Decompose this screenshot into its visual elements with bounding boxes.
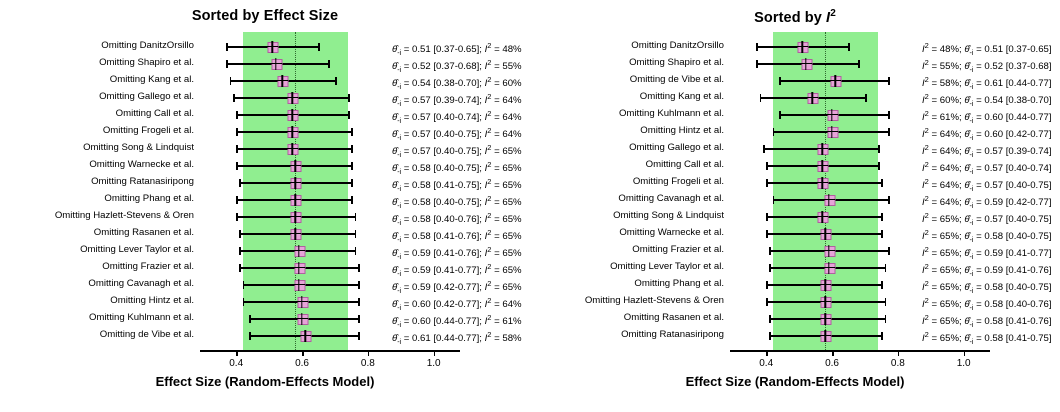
ci-lower-cap [760,94,762,102]
ci-lower-cap [769,332,771,340]
x-axis-tick [964,350,966,356]
panel-title-left: Sorted by Effect Size [191,8,339,24]
ci-upper-cap [888,247,890,255]
study-label: Omitting Frazier et al. [632,244,724,255]
row-annotation: $\thetâ_{-i} = 0.58$ [0.40-0.75]; $I^2 = 65\%$ [392,194,522,211]
ci-upper-cap [881,230,883,238]
x-axis-tick [368,350,370,356]
study-label: Omitting Gallego et al. [99,91,194,102]
ci-lower-cap [249,315,251,323]
row-annotation: $\thetâ_{-i} = 0.58$ [0.40-0.76]; $I^2 = 65\%$ [392,211,522,228]
ci-lower-cap [236,162,238,170]
row-annotation: $\thetâ_{-i} = 0.60$ [0.42-0.77]; $I^2 = 64\%$ [392,296,522,313]
ci-upper-cap [888,128,890,136]
effect-size-point [288,144,299,155]
point-marker-horizontal [286,97,298,98]
study-label: Omitting DanitzOrsillo [631,40,724,51]
ci-upper-cap [355,213,357,221]
study-label: Omitting Frazier et al. [102,261,194,272]
x-axis-right [730,350,990,352]
study-label: Omitting Warnecke et al. [619,227,724,238]
x-axis-tick [434,350,436,356]
ci-lower-cap [226,43,228,51]
ci-lower-cap [766,281,768,289]
ci-lower-cap [756,60,758,68]
point-marker-horizontal [276,80,288,81]
row-annotation: $I^2 = 64\%$; $\thetâ_{-i} = 0.57$ [0.40-0.75] [922,177,1052,194]
effect-size-point [291,212,302,223]
x-axis-tick [766,350,768,356]
ci-upper-cap [881,213,883,221]
effect-size-point [828,110,839,121]
ci-upper-cap [355,230,357,238]
row-annotation: $I^2 = 64\%$; $\thetâ_{-i} = 0.59$ [0.42-0.77] [922,194,1052,211]
x-axis-label-right: Effect Size (Random-Effects Model) [685,374,905,389]
x-axis-left [200,350,460,352]
point-marker-horizontal [823,267,835,268]
x-axis-tick-label: 0.4 [229,358,244,369]
study-label: Omitting Ratanasiripong [91,176,194,187]
study-label: Omitting Kang et al. [639,91,724,102]
row-annotation: $\thetâ_{-i} = 0.60$ [0.44-0.77]; $I^2 = 61\%$ [392,313,522,330]
effect-size-point [291,195,302,206]
point-marker-horizontal [819,284,831,285]
row-annotation: $\thetâ_{-i} = 0.57$ [0.39-0.74]; $I^2 = 64\%$ [392,92,522,109]
panel-sorted-by-i2 [530,0,1060,412]
ci-upper-cap [351,162,353,170]
effect-size-point [821,280,832,291]
ci-upper-cap [878,145,880,153]
effect-size-point [268,42,279,53]
study-label: Omitting Call et al. [645,159,724,170]
study-label: Omitting Frogeli et al. [632,176,724,187]
x-axis-tick-label: 1.0 [956,358,971,369]
x-axis-tick [832,350,834,356]
effect-size-point [821,229,832,240]
point-marker-horizontal [816,182,828,183]
ci-lower-cap [239,247,241,255]
study-label: Omitting Gallego et al. [629,142,724,153]
ci-lower-cap [249,332,251,340]
row-annotation: $I^2 = 64\%$; $\thetâ_{-i} = 0.60$ [0.42-0.77] [922,126,1052,143]
x-axis-tick-label: 0.6 [295,358,309,369]
study-label: Omitting DanitzOrsillo [101,40,194,51]
point-marker-horizontal [829,80,841,81]
effect-size-point [288,110,299,121]
study-label: Omitting Song & Lindquist [613,210,724,221]
effect-size-point [824,195,835,206]
row-annotation: $I^2 = 60\%$; $\thetâ_{-i} = 0.54$ [0.38-0.70] [922,92,1052,109]
study-label: Omitting Hintz et al. [640,125,724,136]
point-marker-horizontal [293,284,305,285]
row-annotation: $I^2 = 65\%$; $\thetâ_{-i} = 0.58$ [0.41-0.75] [922,330,1052,347]
ci-upper-cap [881,179,883,187]
row-annotation: $I^2 = 65\%$; $\thetâ_{-i} = 0.57$ [0.40-0.75] [922,211,1052,228]
ci-lower-cap [773,196,775,204]
point-marker-horizontal [289,233,301,234]
ci-upper-cap [881,332,883,340]
point-marker-horizontal [823,250,835,251]
effect-size-point [821,297,832,308]
study-label: Omitting Kuhlmann et al. [88,312,194,323]
effect-size-point [271,59,282,70]
ci-upper-cap [858,60,860,68]
study-label: Omitting Phang et al. [104,193,194,204]
row-annotation: $I^2 = 65\%$; $\thetâ_{-i} = 0.59$ [0.41-0.76] [922,262,1052,279]
point-marker-horizontal [800,63,812,64]
point-marker-horizontal [296,318,308,319]
row-annotation: $\thetâ_{-i} = 0.57$ [0.40-0.75]; $I^2 = 64\%$ [392,126,522,143]
ci-lower-cap [236,128,238,136]
effect-size-point [821,331,832,342]
effect-size-point [818,178,829,189]
effect-size-point [818,161,829,172]
effect-size-point [818,144,829,155]
row-annotation: $\thetâ_{-i} = 0.54$ [0.38-0.70]; $I^2 = 60\%$ [392,75,522,92]
ci-upper-cap [888,111,890,119]
point-marker-horizontal [823,199,835,200]
ci-upper-cap [351,128,353,136]
study-label: Omitting Call et al. [115,108,194,119]
study-label: Omitting Lever Taylor et al. [610,261,724,272]
ci-lower-cap [769,247,771,255]
effect-size-point [288,127,299,138]
study-label: Omitting Warnecke et al. [89,159,194,170]
effect-size-point [291,178,302,189]
x-axis-label-left: Effect Size (Random-Effects Model) [155,374,375,389]
row-annotation: $\thetâ_{-i} = 0.58$ [0.41-0.76]; $I^2 = 65\%$ [392,228,522,245]
ci-lower-cap [773,128,775,136]
study-label: Omitting Phang et al. [634,278,724,289]
point-marker-horizontal [299,335,311,336]
effect-size-point [291,229,302,240]
ci-lower-cap [766,298,768,306]
row-annotation: $\thetâ_{-i} = 0.59$ [0.42-0.77]; $I^2 = 65\%$ [392,279,522,296]
ci-lower-cap [243,298,245,306]
point-marker-horizontal [286,131,298,132]
x-axis-tick-label: 1.0 [426,358,441,369]
ci-upper-cap [355,247,357,255]
point-marker-horizontal [270,63,282,64]
study-label: Omitting de Vibe et al. [629,74,724,85]
ci-upper-cap [888,77,890,85]
ci-upper-cap [881,281,883,289]
effect-size-point [831,76,842,87]
point-marker-horizontal [796,46,808,47]
ci-upper-cap [351,179,353,187]
point-marker-horizontal [806,97,818,98]
row-annotation: $I^2 = 65\%$; $\thetâ_{-i} = 0.58$ [0.41-0.76] [922,313,1052,330]
study-label: Omitting Hazlett-Stevens & Oren [584,295,724,306]
effect-size-point [824,246,835,257]
point-marker-horizontal [289,182,301,183]
study-label: Omitting Rasanen et al. [93,227,194,238]
effect-size-point [818,212,829,223]
ci-upper-cap [358,332,360,340]
x-axis-tick [302,350,304,356]
ci-lower-cap [769,264,771,272]
ci-lower-cap [766,162,768,170]
effect-size-point [301,331,312,342]
effect-size-point [798,42,809,53]
row-annotation: $\thetâ_{-i} = 0.57$ [0.40-0.74]; $I^2 = 64\%$ [392,109,522,126]
study-label: Omitting Kuhlmann et al. [618,108,724,119]
point-marker-horizontal [819,301,831,302]
ci-upper-cap [351,145,353,153]
x-axis-tick-label: 0.4 [759,358,774,369]
point-marker-horizontal [826,114,838,115]
point-marker-horizontal [289,165,301,166]
study-label: Omitting Song & Lindquist [83,142,194,153]
effect-size-point [828,127,839,138]
ci-lower-cap [236,213,238,221]
effect-size-point [294,263,305,274]
ci-lower-cap [779,77,781,85]
study-label: Omitting Cavanagh et al. [88,278,194,289]
ci-lower-cap [239,179,241,187]
ci-upper-cap [348,94,350,102]
row-annotation: $I^2 = 65\%$; $\thetâ_{-i} = 0.59$ [0.41-0.77] [922,245,1052,262]
study-label: Omitting Cavanagh et al. [618,193,724,204]
study-label: Omitting Frogeli et al. [102,125,194,136]
point-marker-horizontal [289,199,301,200]
ci-lower-cap [239,264,241,272]
effect-size-point [298,297,309,308]
study-label: Omitting Hazlett-Stevens & Oren [54,210,194,221]
row-annotation: $\thetâ_{-i} = 0.59$ [0.41-0.76]; $I^2 = 65\%$ [392,245,522,262]
ci-lower-cap [226,60,228,68]
study-label: Omitting Shapiro et al. [629,57,724,68]
row-annotation: $\thetâ_{-i} = 0.51$ [0.37-0.65]; $I^2 = 48\%$ [392,41,522,58]
row-annotation: $\thetâ_{-i} = 0.57$ [0.40-0.75]; $I^2 = 65\%$ [392,143,522,160]
row-annotation: $\thetâ_{-i} = 0.52$ [0.37-0.68]; $I^2 = 55\%$ [392,58,522,75]
x-axis-tick-label: 0.6 [825,358,839,369]
point-marker-horizontal [819,233,831,234]
effect-size-point [288,93,299,104]
ci-upper-cap [885,264,887,272]
ci-lower-cap [769,315,771,323]
point-marker-horizontal [816,216,828,217]
effect-size-point [808,93,819,104]
ci-lower-cap [766,213,768,221]
ci-upper-cap [358,264,360,272]
x-axis-tick [898,350,900,356]
study-label: Omitting Rasanen et al. [623,312,724,323]
row-annotation: $\thetâ_{-i} = 0.59$ [0.41-0.77]; $I^2 = 65\%$ [392,262,522,279]
point-marker-horizontal [816,165,828,166]
point-marker-horizontal [289,216,301,217]
ci-lower-cap [766,179,768,187]
ci-lower-cap [239,230,241,238]
ci-lower-cap [766,230,768,238]
study-label: Omitting Lever Taylor et al. [80,244,194,255]
point-marker-horizontal [286,114,298,115]
ci-upper-cap [318,43,320,51]
ci-upper-cap [358,315,360,323]
ci-upper-cap [885,315,887,323]
effect-size-point [824,263,835,274]
row-annotation: $I^2 = 65\%$; $\thetâ_{-i} = 0.58$ [0.40-0.76] [922,296,1052,313]
ci-lower-cap [233,94,235,102]
effect-size-point [298,314,309,325]
point-marker-horizontal [826,131,838,132]
study-label: Omitting Kang et al. [109,74,194,85]
ci-upper-cap [335,77,337,85]
row-annotation: $I^2 = 64\%$; $\thetâ_{-i} = 0.57$ [0.39-0.74] [922,143,1052,160]
point-marker-horizontal [286,148,298,149]
panel-title-right: Sorted by $I^2$ [754,8,836,26]
study-label: Omitting Hintz et al. [110,295,194,306]
effect-size-point [801,59,812,70]
ci-lower-cap [236,145,238,153]
row-annotation: $I^2 = 65\%$; $\thetâ_{-i} = 0.58$ [0.40-0.75] [922,228,1052,245]
point-marker-horizontal [819,318,831,319]
x-axis-tick [236,350,238,356]
study-label: Omitting Shapiro et al. [99,57,194,68]
effect-size-point [294,280,305,291]
ci-lower-cap [763,145,765,153]
ci-upper-cap [348,111,350,119]
x-axis-tick-label: 0.8 [890,358,905,369]
ci-upper-cap [888,196,890,204]
effect-size-point [291,161,302,172]
study-label: Omitting Ratanasiripong [621,329,724,340]
ci-lower-cap [230,77,232,85]
row-annotation: $\thetâ_{-i} = 0.58$ [0.41-0.75]; $I^2 = 65\%$ [392,177,522,194]
point-marker-horizontal [816,148,828,149]
ci-upper-cap [358,298,360,306]
ci-upper-cap [351,196,353,204]
row-annotation: $I^2 = 55\%$; $\thetâ_{-i} = 0.52$ [0.37-0.68] [922,58,1052,75]
ci-upper-cap [358,281,360,289]
row-annotation: $I^2 = 65\%$; $\thetâ_{-i} = 0.58$ [0.40-0.75] [922,279,1052,296]
point-marker-horizontal [266,46,278,47]
ci-lower-cap [243,281,245,289]
effect-size-point [278,76,289,87]
ci-lower-cap [236,196,238,204]
ci-upper-cap [885,298,887,306]
point-marker-horizontal [296,301,308,302]
row-annotation: $I^2 = 58\%$; $\thetâ_{-i} = 0.61$ [0.44-0.77] [922,75,1052,92]
ci-upper-cap [848,43,850,51]
row-annotation: $\thetâ_{-i} = 0.58$ [0.40-0.75]; $I^2 = 65\%$ [392,160,522,177]
effect-size-point [821,314,832,325]
ci-upper-cap [328,60,330,68]
row-annotation: $I^2 = 64\%$; $\thetâ_{-i} = 0.57$ [0.40-0.74] [922,160,1052,177]
row-annotation: $I^2 = 61\%$; $\thetâ_{-i} = 0.60$ [0.44-0.77] [922,109,1052,126]
point-marker-horizontal [293,267,305,268]
ci-lower-cap [756,43,758,51]
ci-upper-cap [878,162,880,170]
effect-size-point [294,246,305,257]
ci-lower-cap [236,111,238,119]
study-label: Omitting de Vibe et al. [99,329,194,340]
row-annotation: $I^2 = 48\%$; $\thetâ_{-i} = 0.51$ [0.37-0.65] [922,41,1052,58]
row-annotation: $\thetâ_{-i} = 0.61$ [0.44-0.77]; $I^2 = 58\%$ [392,330,522,347]
ci-lower-cap [779,111,781,119]
point-marker-horizontal [819,335,831,336]
point-marker-horizontal [293,250,305,251]
x-axis-tick-label: 0.8 [360,358,375,369]
ci-upper-cap [865,94,867,102]
